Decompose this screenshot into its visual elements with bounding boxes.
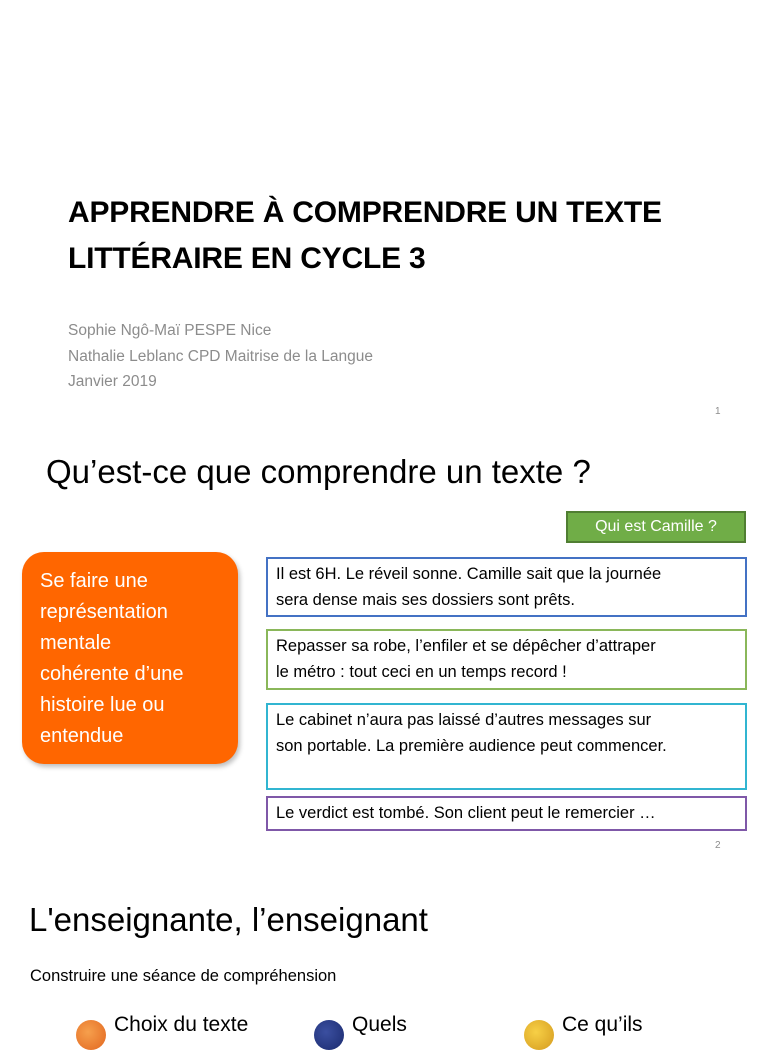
story-box-3 [266,703,747,790]
title-line-1: APPRENDRE À COMPRENDRE UN TEXTE [68,196,662,229]
callout-line-3: mentale [40,632,112,654]
story-box-1 [266,557,747,617]
slide-3-subtitle: Construire une séance de compréhension [30,967,337,985]
callout-line-6: entendue [40,725,124,747]
slide-1-subtitle [68,318,373,395]
callout-line-1: Se faire une [40,570,148,592]
date-line: Janvier 2019 [68,373,157,390]
story-box-2 [266,629,747,690]
story-box-2-line-1: Repasser sa robe, l’enfiler et se dépêcher d’attraper [276,637,656,655]
item-label: Ce qu’ils [562,1013,643,1036]
slide-2-title: Qu’est-ce que comprendre un texte ? [46,453,591,490]
callout-line-2: représentation [40,601,168,623]
slide-1 [0,0,768,430]
story-box-3-line-2: son portable. La première audience peut commencer. [276,736,667,755]
author-line-1: Sophie Ngô-Maï PESPE Nice [68,322,272,339]
slide-2 [0,430,768,858]
title-line-2: LITTÉRAIRE EN CYCLE 3 [68,242,426,275]
definition-callout [22,552,238,764]
slide-1-title [68,190,728,282]
qui-est-camille-button[interactable]: Qui est Camille ? [566,511,746,543]
page-number-2: 2 [715,840,721,851]
callout-line-5: histoire lue ou [40,694,165,716]
author-line-2: Nathalie Leblanc CPD Maitrise de la Langue [68,347,374,365]
item-label: Quels [352,1013,407,1036]
story-box-1-line-1: Il est 6H. Le réveil sonne. Camille sait que la journée [276,565,662,583]
page-number-1: 1 [715,406,721,417]
yellow-circle-icon [524,1020,554,1050]
story-box-4-line-1: Le verdict est tombé. Son client peut le remercier … [276,804,656,822]
navy-circle-icon [314,1020,344,1050]
story-box-2-line-2: le métro : tout ceci en un temps record ! [276,662,567,681]
slide-3 [0,858,768,1036]
slide-3-title: L'enseignante, l’enseignant [29,901,428,938]
story-box-3-line-1: Le cabinet n’aura pas laissé d’autres messages sur [276,711,652,729]
story-box-4 [266,796,747,831]
callout-line-4: cohérente d’une [40,663,184,685]
orange-circle-icon [76,1020,106,1050]
item-label: Choix du texte [114,1013,249,1036]
story-box-1-line-2: sera dense mais ses dossiers sont prêts. [276,590,575,609]
